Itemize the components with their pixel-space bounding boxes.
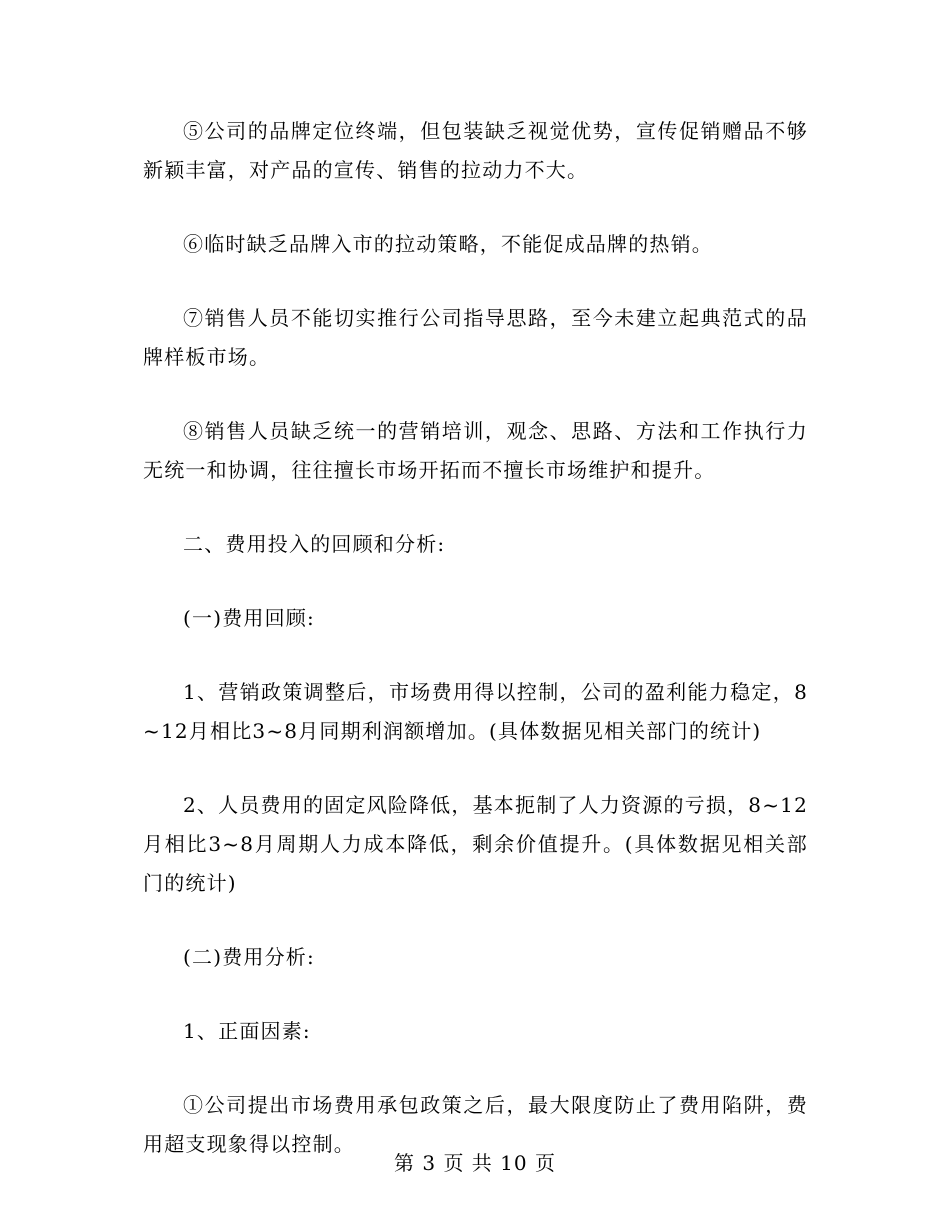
paragraph: ⑤公司的品牌定位终端，但包装缺乏视觉优势，宣传促销赠品不够新颖丰富，对产品的宣传、销售的拉动力不大。 [143,119,808,182]
section-heading: 二、费用投入的回顾和分析: [183,532,446,556]
page-number: 第 3 页 共 10 页 [394,1151,556,1175]
paragraph: ⑥临时缺乏品牌入市的拉动策略，不能促成品牌的热销。 [183,232,713,256]
paragraph: 2、人员费用的固定风险降低，基本扼制了人力资源的亏损，8~12月相比3~8月周期人力成本降低，剩余价值提升。(具体数据见相关部门的统计) [143,793,808,895]
paragraph: ⑧销售人员缺乏统一的营销培训，观念、思路、方法和工作执行力无统一和协调，往往擅长市场开拓而不擅长市场维护和提升。 [143,419,808,482]
paragraph: ⑦销售人员不能切实推行公司指导思路，至今未建立起典范式的品牌样板市场。 [143,306,808,369]
document-body [143,112,808,1199]
subsection-heading: (二)费用分析: [183,945,315,969]
list-heading: 1、正面因素: [183,1019,311,1043]
subsection-heading: (一)费用回顾: [183,606,315,630]
paragraph: 1、营销政策调整后，市场费用得以控制，公司的盈利能力稳定，8~12月相比3~8月同期利润额增加。(具体数据见相关部门的统计) [143,680,808,743]
paragraph: ①公司提出市场费用承包政策之后，最大限度防止了费用陷阱，费用超支现象得以控制。 [143,1093,808,1156]
page-footer [0,1148,950,1178]
